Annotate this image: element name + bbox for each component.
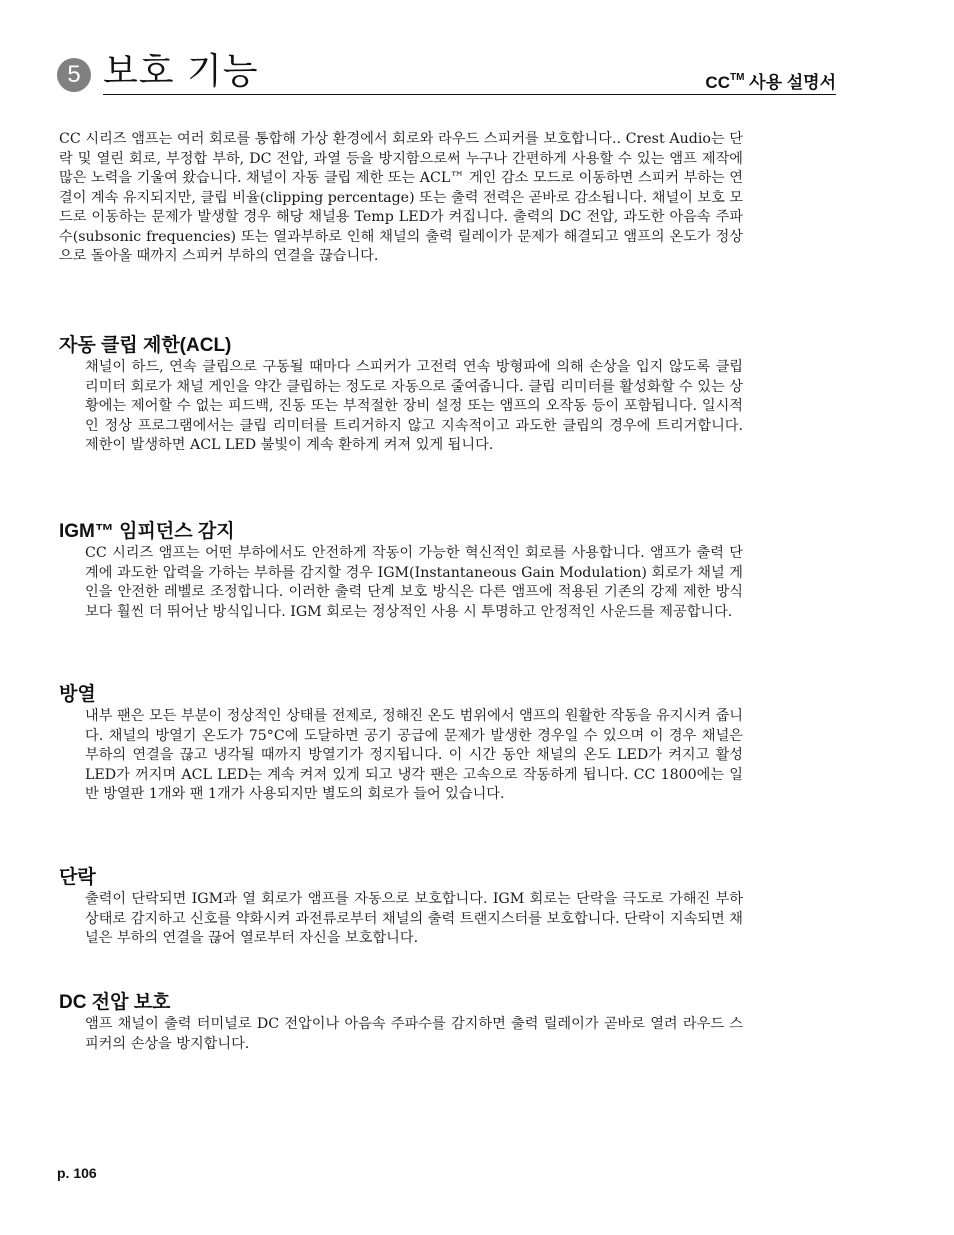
section-title: 자동 클립 제한(ACL): [59, 335, 232, 356]
section-title: 단락: [59, 867, 96, 888]
section-title: IGM™ 임피던스 감지: [59, 521, 235, 542]
page-header: [57, 52, 836, 96]
section-body: 출력이 단락되면 IGM과 열 회로가 앰프를 자동으로 보호합니다. IGM 회로는 단락을 극도로 가해진 부하 상태로 감지하고 신호를 약화시켜 과전류로부터 채널의 출력 트랜지스터를 보호합니다. 단락이 지속되면 채널은 부하의 연결을 끊어 열로부터 자신을 보호합니다.: [85, 891, 743, 946]
section-short-circuit: [59, 866, 743, 949]
section-body: 앰프 채널이 출력 터미널로 DC 전압이나 아음속 주파수를 감지하면 출력 릴레이가 곧바로 열려 라우드 스피커의 손상을 방지합니다.: [85, 1016, 743, 1052]
section-igm: [59, 520, 743, 622]
page-number: p. 106: [57, 1165, 97, 1181]
section-body: 채널이 하드, 연속 클립으로 구동될 때마다 스피커가 고전력 연속 방형파에 의해 손상을 입지 않도록 클립 리미터 회로가 채널 게인을 약간 클립하는 정도로 자동으로 줄여줍니다. 클립 리미터를 활성화할 수 있는 상황에는 제어할 수 없는 피드백, 진동 또는 부적절한 장비 설정 또는 앰프의 오작동 등이 포함됩니다. 일시적인 정상 프로그램에서는 클립 리미터를 트리거하지 않고 지속적이고 과도한 클립의 경우에 트리거합니다. 제한이 발생하면 ACL LED 불빛이 계속 환하게 켜져 있게 됩니다.: [85, 359, 743, 453]
section-dc-protection: [59, 991, 743, 1054]
section-body: CC 시리즈 앰프는 어떤 부하에서도 안전하게 작동이 가능한 혁신적인 회로를 사용합니다. 앰프가 출력 단계에 과도한 압력을 가하는 부하를 감지할 경우 IGM(Instantaneous Gain Modulation) 회로가 채널 게인을 안전한 레벨로 조정합니다. 이러한 출력 단계 보호 방식은 다른 앰프에 적용된 기존의 강제 제한 방식보다 훨씬 더 뛰어난 방식입니다. IGM 회로는 정상적인 사용 시 투명하고 안정적인 사운드를 제공합니다.: [85, 545, 743, 620]
section-title: 방열: [59, 684, 96, 705]
section-title: DC 전압 보호: [59, 992, 171, 1013]
header-divider: [103, 94, 836, 95]
chapter-number-badge: 5: [57, 58, 91, 92]
intro-paragraph: CC 시리즈 앰프는 여러 회로를 통합해 가상 환경에서 회로와 라우드 스피커를 보호합니다.. Crest Audio는 단락 및 열린 회로, 부정합 부하, DC 전압, 과열 등을 방지함으로써 누구나 간편하게 사용할 수 있는 앰프 제작에 많은 노력을 기울여 왔습니다. 채널이 자동 클립 제한 또는 ACL™ 게인 감소 모드로 이동하면 스피커 부하는 연결이 계속 유지되지만, 클립 비율(clipping percentage) 또는 출력 전력은 곧바로 감소됩니다. 채널이 보호 모드로 이동하는 문제가 발생할 경우 해당 채널용 Temp LED가 켜집니다. 출력의 DC 전압, 과도한 아음속 주파수(subsonic frequencies) 또는 열과부하로 인해 채널의 출력 릴레이가 문제가 해결되고 앰프의 온도가 정상으로 돌아올 때까지 스피커 부하의 연결을 끊습니다.: [59, 131, 744, 264]
section-body: 내부 팬은 모든 부분이 정상적인 상태를 전제로, 정해진 온도 범위에서 앰프의 원활한 작동을 유지시켜 줍니다. 채널의 방열기 온도가 75°C에 도달하면 공기 공급에 문제가 발생한 경우일 수 있으며 이 경우 채널은 부하의 연결을 끊고 냉각될 때까지 방열기가 정지됩니다. 이 시간 동안 채널의 온도 LED가 켜지고 활성 LED가 꺼지며 ACL LED는 계속 켜져 있게 되고 냉각 팬은 고속으로 작동하게 됩니다. CC 1800에는 일반 방열판 1개와 팬 1개가 사용되지만 별도의 회로가 들어 있습니다.: [85, 708, 743, 802]
manual-title-suffix: 사용 설명서: [744, 73, 836, 92]
manual-title: [705, 68, 836, 93]
trademark-mark: TM: [729, 72, 745, 84]
section-thermal: [59, 683, 743, 805]
manual-title-prefix: CC: [705, 73, 730, 92]
chapter-title: 보호 기능: [103, 51, 259, 92]
intro-block: [59, 130, 743, 267]
section-acl: [59, 334, 743, 456]
